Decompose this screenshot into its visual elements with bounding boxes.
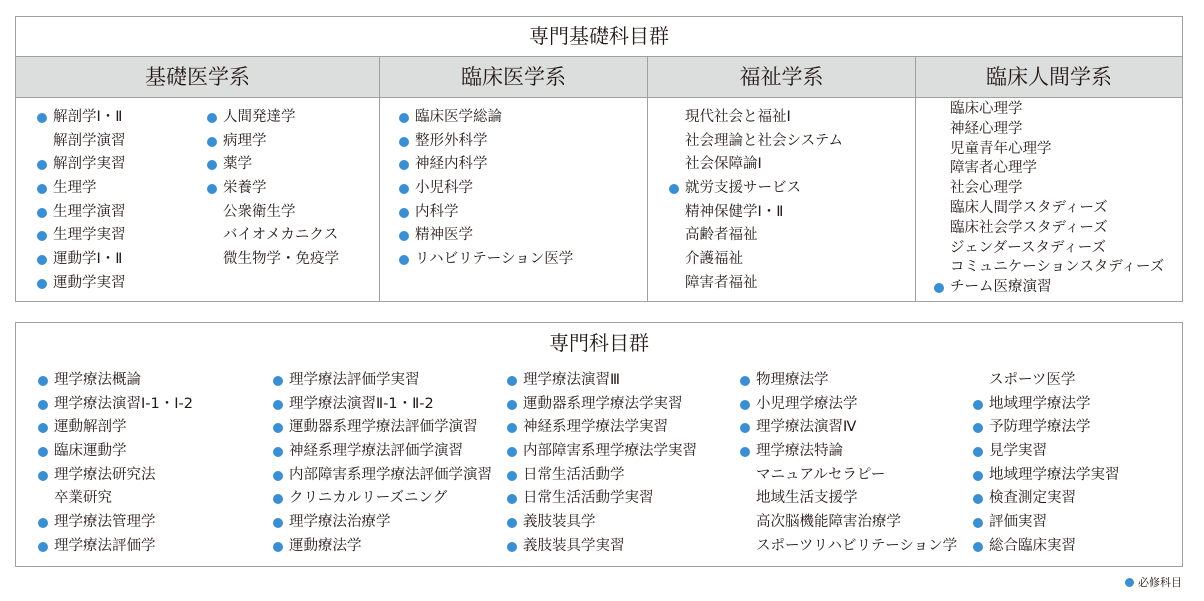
subject-item: [37, 272, 126, 296]
required-dot-icon: [507, 494, 517, 504]
subject-label: 社会心理学: [950, 180, 1023, 197]
subject-label: 内部障害系理学療法評価学演習: [289, 466, 492, 483]
subject-label: 小児理学療法学: [756, 395, 858, 412]
subject-label: マニュアルセラピー: [756, 466, 886, 483]
subject-item: [740, 487, 957, 511]
required-dot-icon: [273, 376, 283, 386]
subject-label: 社会理論と社会システム: [685, 132, 844, 149]
subject-label: チーム医療演習: [950, 279, 1052, 296]
subject-label: 総合臨床実習: [989, 537, 1076, 554]
specialized-basic-subjects-panel: [15, 16, 1183, 302]
subject-item: [934, 199, 1164, 219]
subject-label: 理学療法演習Ⅱ-1・Ⅱ-2: [289, 395, 434, 412]
subject-label: 運動器系理学療法学実習: [523, 395, 683, 412]
subject-label: 理学療法評価学: [54, 537, 156, 554]
required-dot-icon: [37, 255, 47, 265]
subject-item: [934, 120, 1164, 140]
required-dot-icon: [973, 447, 983, 457]
subject-label: 解剖学Ⅰ・Ⅱ: [53, 109, 123, 125]
required-dot-icon: [507, 471, 517, 481]
subject-list: [399, 106, 573, 272]
subject-item: [507, 416, 697, 440]
required-dot-icon: [399, 184, 409, 194]
column-clinical-medicine: [380, 98, 648, 302]
subject-item: [669, 177, 843, 201]
category-header-row: [16, 57, 1182, 98]
subject-label: 高次脳機能障害治療学: [756, 514, 901, 531]
subject-label: 卒業研究: [54, 490, 112, 507]
subject-item: [740, 416, 957, 440]
subject-label: 臨床運動学: [54, 443, 127, 460]
subject-item: [973, 393, 1120, 417]
required-dot-icon: [207, 160, 217, 170]
required-dot-icon: [207, 184, 217, 194]
subject-label: 神経系理学療法評価学演習: [289, 443, 463, 460]
subject-item: [38, 464, 193, 488]
subject-label: スポーツ医学: [989, 372, 1076, 388]
subject-label: 公衆衛生学: [223, 203, 296, 220]
required-dot-icon: [38, 376, 48, 386]
required-dot-icon: [38, 518, 48, 528]
subject-label: 障害者心理学: [950, 160, 1037, 177]
subject-label: スポーツリハビリテーション学: [756, 537, 958, 554]
subject-item: [207, 153, 339, 177]
required-dot-icon: [399, 255, 409, 265]
required-dot-icon: [507, 376, 517, 386]
subject-list: [507, 369, 697, 559]
subject-label: ジェンダースタディーズ: [950, 239, 1107, 256]
subject-item: [669, 130, 843, 154]
required-dot-icon: [273, 423, 283, 433]
category-welfare: 福祉学系: [648, 57, 916, 97]
category-clinical-medicine: 臨床医学系: [380, 57, 648, 97]
subject-item: [38, 511, 193, 535]
subject-label: 日常生活活動学実習: [523, 490, 654, 507]
subject-item: [207, 106, 339, 130]
subject-item: [973, 511, 1120, 535]
required-dot-icon: [273, 400, 283, 410]
subject-label: 小児科学: [415, 180, 473, 197]
subject-item: [740, 535, 957, 559]
required-dot-icon: [973, 494, 983, 504]
subject-item: [38, 440, 193, 464]
legend-label: 必修科目: [1138, 576, 1182, 589]
required-dot-icon: [207, 137, 217, 147]
subject-item: [507, 393, 697, 417]
subject-label: 整形外科学: [415, 132, 488, 149]
subject-item: [669, 224, 843, 248]
subject-item: [973, 440, 1120, 464]
column-basic-medicine: [16, 98, 380, 302]
subject-item: [669, 272, 843, 296]
required-dot-icon: [740, 423, 750, 433]
column-welfare: [648, 98, 916, 302]
category-basic-medicine: 基礎医学系: [16, 57, 380, 97]
subject-label: 理学療法概論: [54, 372, 141, 388]
subject-label: 検査測定実習: [989, 490, 1076, 507]
required-dot-icon: [38, 423, 48, 433]
required-dot-icon: [37, 113, 47, 123]
subject-label: 就労支援サービス: [685, 180, 801, 197]
subject-item: [37, 177, 126, 201]
subject-label: 義肢装具学: [523, 514, 596, 531]
subject-item: [37, 153, 126, 177]
required-dot-icon: [38, 447, 48, 457]
required-dot-icon: [740, 376, 750, 386]
subject-label: 児童青年心理学: [950, 140, 1052, 157]
subject-label: 生理学演習: [53, 203, 126, 220]
required-dot-icon: [1125, 578, 1134, 587]
subject-label: 高齢者福祉: [685, 227, 758, 244]
required-dot-icon: [37, 184, 47, 194]
required-dot-icon: [399, 160, 409, 170]
subject-item: [37, 106, 126, 130]
subject-item: [740, 369, 957, 393]
subject-item: [273, 535, 492, 559]
subject-item: [207, 201, 339, 225]
subject-label: 理学療法研究法: [54, 466, 156, 483]
required-dot-icon: [973, 400, 983, 410]
subject-columns: [16, 363, 1182, 563]
subject-item: [934, 278, 1164, 298]
subject-item: [38, 416, 193, 440]
subject-item: [399, 130, 573, 154]
subject-label: 運動学Ⅰ・Ⅱ: [53, 251, 123, 268]
subject-label: 栄養学: [223, 180, 267, 197]
subject-list: [740, 369, 957, 559]
subject-item: [507, 487, 697, 511]
subject-item: [37, 248, 126, 272]
panel-title: 専門基礎科目群: [16, 17, 1182, 57]
subject-label: 運動解剖学: [54, 419, 127, 436]
subject-label: バイオメカニクス: [223, 227, 339, 244]
subject-label: 地域生活支援学: [756, 490, 858, 507]
subject-item: [38, 369, 193, 393]
required-dot-icon: [669, 184, 679, 194]
required-dot-icon: [273, 518, 283, 528]
subject-label: 理学療法演習Ⅲ: [523, 372, 620, 388]
subject-label: 運動療法学: [289, 537, 362, 554]
subject-label: クリニカルリーズニング: [289, 490, 448, 507]
subject-label: 薬学: [223, 156, 252, 173]
required-dot-icon: [38, 542, 48, 552]
subject-label: 臨床医学総論: [415, 109, 502, 125]
required-dot-icon: [973, 423, 983, 433]
required-dot-icon: [507, 423, 517, 433]
subject-label: 予防理学療法学: [989, 419, 1091, 436]
subject-label: 内部障害系理学療法学実習: [523, 443, 697, 460]
required-dot-icon: [399, 208, 409, 218]
subject-label: 運動学実習: [53, 274, 126, 291]
subject-label: 理学療法管理学: [54, 514, 156, 531]
subject-label: 社会保障論Ⅰ: [685, 156, 762, 173]
subject-label: 障害者福祉: [685, 274, 758, 291]
subject-list: [934, 100, 1164, 298]
subject-label: 介護福祉: [685, 251, 743, 268]
subject-item: [740, 511, 957, 535]
required-dot-icon: [37, 160, 47, 170]
subject-label: 微生物学・免疫学: [223, 251, 339, 268]
required-dot-icon: [37, 208, 47, 218]
required-dot-icon: [273, 447, 283, 457]
subject-item: [38, 487, 193, 511]
required-dot-icon: [507, 518, 517, 528]
subject-item: [973, 416, 1120, 440]
subject-label: 人間発達学: [223, 109, 296, 125]
subject-item: [740, 440, 957, 464]
subject-label: 臨床心理学: [950, 101, 1023, 117]
subject-item: [273, 464, 492, 488]
required-dot-icon: [273, 494, 283, 504]
subject-label: 義肢装具学実習: [523, 537, 625, 554]
subject-item: [273, 393, 492, 417]
subject-label: 解剖学実習: [53, 156, 126, 173]
subject-list: [669, 106, 843, 296]
panel-title: 専門科目群: [549, 331, 649, 355]
subject-label: 病理学: [223, 132, 267, 149]
required-dot-icon: [399, 137, 409, 147]
subject-item: [399, 224, 573, 248]
subject-label: 精神保健学Ⅰ・Ⅱ: [685, 203, 784, 220]
subject-label: 理学療法演習Ⅰ-1・Ⅰ-2: [54, 395, 193, 412]
subject-item: [273, 440, 492, 464]
subject-list: [207, 106, 339, 272]
subject-item: [37, 201, 126, 225]
subject-label: 運動器系理学療法評価学演習: [289, 419, 478, 436]
subject-label: 生理学: [53, 180, 97, 197]
subject-label: 現代社会と福祉Ⅰ: [685, 109, 791, 125]
subject-item: [934, 179, 1164, 199]
column-clinical-human-studies: [916, 98, 1182, 302]
subject-item: [399, 201, 573, 225]
subject-label: 地域理学療法学: [989, 395, 1091, 412]
subject-item: [273, 416, 492, 440]
required-dot-icon: [973, 518, 983, 528]
category-clinical-human-studies: 臨床人間学系: [986, 65, 1112, 89]
subject-label: 理学療法特論: [756, 443, 843, 460]
subject-item: [973, 369, 1120, 393]
subject-item: [507, 440, 697, 464]
subject-item: [973, 487, 1120, 511]
subject-item: [273, 511, 492, 535]
required-dot-icon: [934, 283, 944, 293]
required-dot-icon: [37, 231, 47, 241]
subject-item: [273, 369, 492, 393]
required-dot-icon: [38, 471, 48, 481]
subject-item: [934, 100, 1164, 120]
subject-label: リハビリテーション医学: [415, 251, 574, 268]
required-dot-icon: [207, 113, 217, 123]
subject-item: [740, 464, 957, 488]
subject-item: [207, 177, 339, 201]
specialized-subjects-panel: [15, 322, 1183, 567]
required-dot-icon: [740, 447, 750, 457]
subject-item: [934, 140, 1164, 160]
subject-item: [399, 177, 573, 201]
required-dot-icon: [399, 113, 409, 123]
subject-label: 見学実習: [989, 443, 1047, 460]
required-dot-icon: [273, 471, 283, 481]
subject-item: [669, 153, 843, 177]
subject-label: 解剖学演習: [53, 132, 126, 149]
subject-label: 神経系理学療法学実習: [523, 419, 668, 436]
subject-label: 評価実習: [989, 514, 1047, 531]
subject-item: [37, 130, 126, 154]
subject-label: 生理学実習: [53, 227, 126, 244]
subject-item: [207, 130, 339, 154]
required-dot-icon: [740, 400, 750, 410]
subject-item: [934, 258, 1164, 278]
subject-item: [934, 219, 1164, 239]
subject-list: [38, 369, 193, 559]
subject-item: [207, 248, 339, 272]
required-dot-icon: [507, 447, 517, 457]
subject-item: [973, 535, 1120, 559]
subject-item: [207, 224, 339, 248]
required-dot-icon: [973, 471, 983, 481]
required-dot-icon: [37, 279, 47, 289]
legend: [1125, 574, 1182, 590]
subject-list: [973, 369, 1120, 559]
required-dot-icon: [973, 542, 983, 552]
subject-item: [399, 153, 573, 177]
subject-item: [273, 487, 492, 511]
subject-item: [507, 369, 697, 393]
required-dot-icon: [507, 400, 517, 410]
subject-label: 日常生活活動学: [523, 466, 625, 483]
subject-item: [507, 511, 697, 535]
subject-list: [273, 369, 492, 559]
subject-item: [934, 159, 1164, 179]
required-dot-icon: [38, 400, 48, 410]
subject-item: [934, 239, 1164, 259]
subject-item: [399, 248, 573, 272]
required-dot-icon: [273, 542, 283, 552]
subject-label: 精神医学: [415, 227, 473, 244]
subject-item: [507, 535, 697, 559]
subject-label: 臨床社会学スタディーズ: [950, 219, 1108, 236]
subject-item: [399, 106, 573, 130]
subject-item: [669, 106, 843, 130]
subject-label: 臨床人間学スタディーズ: [950, 199, 1108, 216]
subject-item: [507, 464, 697, 488]
subject-label: 理学療法評価学実習: [289, 372, 420, 388]
subject-item: [973, 464, 1120, 488]
subject-label: 内科学: [415, 203, 459, 220]
subject-item: [669, 248, 843, 272]
subject-label: 地域理学療法学実習: [989, 466, 1120, 483]
subject-label: 物理療法学: [756, 372, 829, 388]
subject-item: [38, 393, 193, 417]
subject-item: [740, 393, 957, 417]
subject-list: [37, 106, 126, 296]
subject-label: 理学療法演習Ⅳ: [756, 419, 857, 436]
subject-item: [669, 201, 843, 225]
subject-item: [38, 535, 193, 559]
required-dot-icon: [399, 231, 409, 241]
subject-item: [37, 224, 126, 248]
subject-label: 神経内科学: [415, 156, 488, 173]
subject-label: コミュニケーションスタディーズ: [950, 259, 1165, 276]
subject-label: 神経心理学: [950, 120, 1023, 137]
subject-label: 理学療法治療学: [289, 514, 391, 531]
required-dot-icon: [507, 542, 517, 552]
